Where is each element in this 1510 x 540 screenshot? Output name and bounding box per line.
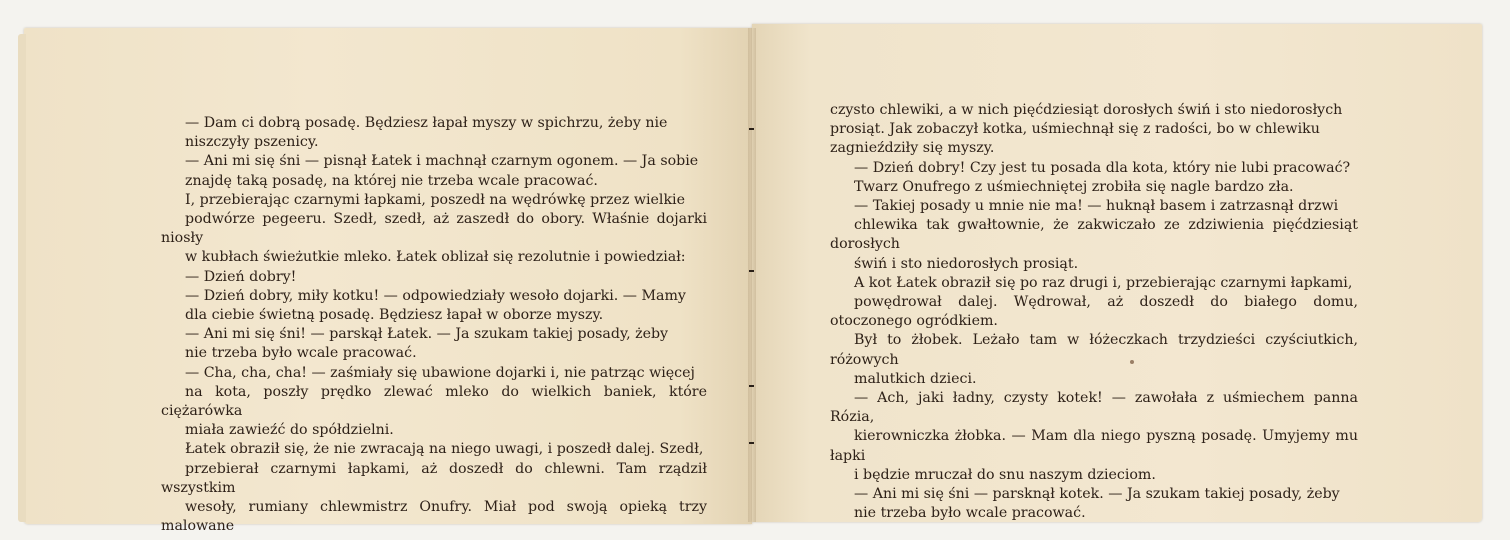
paragraph	[161, 287, 707, 325]
text-line: — Dzień dobry! Czy jest tu posada dla kota, który nie lubi pracować?	[854, 159, 1351, 176]
text-line: nie trzeba było wcale pracować.	[185, 345, 417, 362]
text-line: miała zawieźć do spółdzielni.	[185, 422, 394, 439]
paragraph	[830, 197, 1358, 274]
text-line: I, przebierając czarnymi łapkami, poszedł na wędrówkę przez wielkie	[185, 191, 685, 208]
paragraph	[161, 268, 707, 287]
text-line: Był to żłobek. Leżało tam w łóżeczkach trzydzieści czyściutkich, różowych	[830, 332, 1358, 368]
text-line: — Takiej posady u mnie nie ma! — huknął basem i zatrzasnął drzwi	[854, 198, 1339, 215]
paragraph	[830, 389, 1358, 485]
right-page-text	[830, 101, 1358, 523]
paragraph	[161, 191, 707, 268]
text-line: czysto chlewiki, a w nich pięćdziesiąt dorosłych świń i sto niedorosłych	[830, 102, 1343, 118]
text-line: na kota, poszły prędko zlewać mleko do wielkich baniek, które ciężarówka	[161, 383, 707, 420]
binding-stitch	[749, 385, 754, 387]
paragraph	[161, 325, 707, 363]
binding-stitch	[749, 128, 754, 130]
text-line: — Dam ci dobrą posadę. Będziesz łapał myszy w spichrzu, żeby nie	[185, 115, 668, 131]
text-line: Łatek obraził się, że nie zwracają na niego uwagi, i poszedł dalej. Szedł,	[185, 441, 704, 458]
text-line: powędrował dalej. Wędrował, aż doszedł do białego domu, otoczonego ogródkiem.	[830, 294, 1358, 330]
text-line: w kubłach świeżutkie mleko. Łatek oblizał się rezolutnie i powiedział:	[185, 249, 686, 266]
paragraph	[161, 114, 707, 152]
text-line: — Dzień dobry, miły kotku! — odpowiedziały wesoło dojarki. — Mamy	[185, 287, 686, 304]
text-line: dla ciebie świetną posadę. Będziesz łapał w oborze myszy.	[185, 307, 604, 324]
text-line: wesoły, rumiany chlewmistrz Onufry. Miał pod swoją opieką trzy malowane	[161, 499, 707, 535]
text-line: — Dzień dobry!	[185, 268, 297, 285]
binding-stitch	[749, 270, 754, 272]
text-line: A kot Łatek obraził się po raz drugi i, przebierając czarnymi łapkami,	[854, 274, 1353, 291]
book-gutter	[748, 28, 756, 522]
left-page-text	[161, 114, 707, 536]
text-line: malutkich dzieci.	[854, 370, 977, 387]
text-line: i będzie mruczał do snu naszym dzieciom.	[854, 466, 1156, 483]
paragraph	[830, 485, 1358, 523]
text-line: — Cha, cha, cha! — zaśmiały się ubawione dojarki i, nie patrząc więcej	[185, 364, 695, 381]
text-line: zagnieździły się myszy.	[830, 140, 995, 157]
paragraph	[830, 178, 1358, 197]
text-line: nie trzeba było wcale pracować.	[854, 505, 1086, 522]
paragraph	[830, 101, 1358, 159]
paragraph	[161, 440, 707, 536]
text-line: — Ani mi się śni — pisnął Łatek i machnął czarnym ogonem. — Ja sobie	[185, 153, 699, 170]
text-line: kierowniczka żłobka. — Mam dla niego pyszną posadę. Umyjemy mu łapki	[830, 428, 1358, 464]
text-line: prosiąt. Jak zobaczył kotka, uśmiechnął się z radości, bo w chlewiku	[830, 121, 1320, 138]
text-line: — Ani mi się śni — parsknął kotek. — Ja szukam takiej posady, żeby	[854, 486, 1340, 503]
text-line: znajdę taką posadę, na której nie trzeba wcale pracować.	[185, 172, 598, 189]
text-line: — Ani mi się śni! — parskął Łatek. — Ja szukam takiej posady, żeby	[185, 326, 669, 343]
text-line: — Ach, jaki ładny, czysty kotek! — zawołała z uśmiechem panna Rózia,	[830, 390, 1358, 426]
paragraph	[161, 152, 707, 190]
paragraph	[161, 364, 707, 441]
paragraph	[830, 274, 1358, 389]
text-line: przebierał czarnymi łapkami, aż doszedł do chlewni. Tam rządził wszystkim	[161, 460, 707, 496]
text-line: chlewika tak gwałtownie, że zakwiczało ze zdziwienia pięćdziesiąt dorosłych	[830, 217, 1358, 253]
text-line: niszczyły pszenicy.	[185, 134, 319, 151]
binding-stitch	[749, 442, 754, 444]
text-line: świń i sto niedorosłych prosiąt.	[854, 255, 1079, 272]
text-line: Twarz Onufrego z uśmiechniętej zrobiła się nagle bardzo zła.	[854, 178, 1294, 195]
text-line: podwórze pegeeru. Szedł, szedł, aż zaszedł do obory. Właśnie dojarki niosły	[161, 211, 707, 247]
paragraph	[830, 159, 1358, 178]
